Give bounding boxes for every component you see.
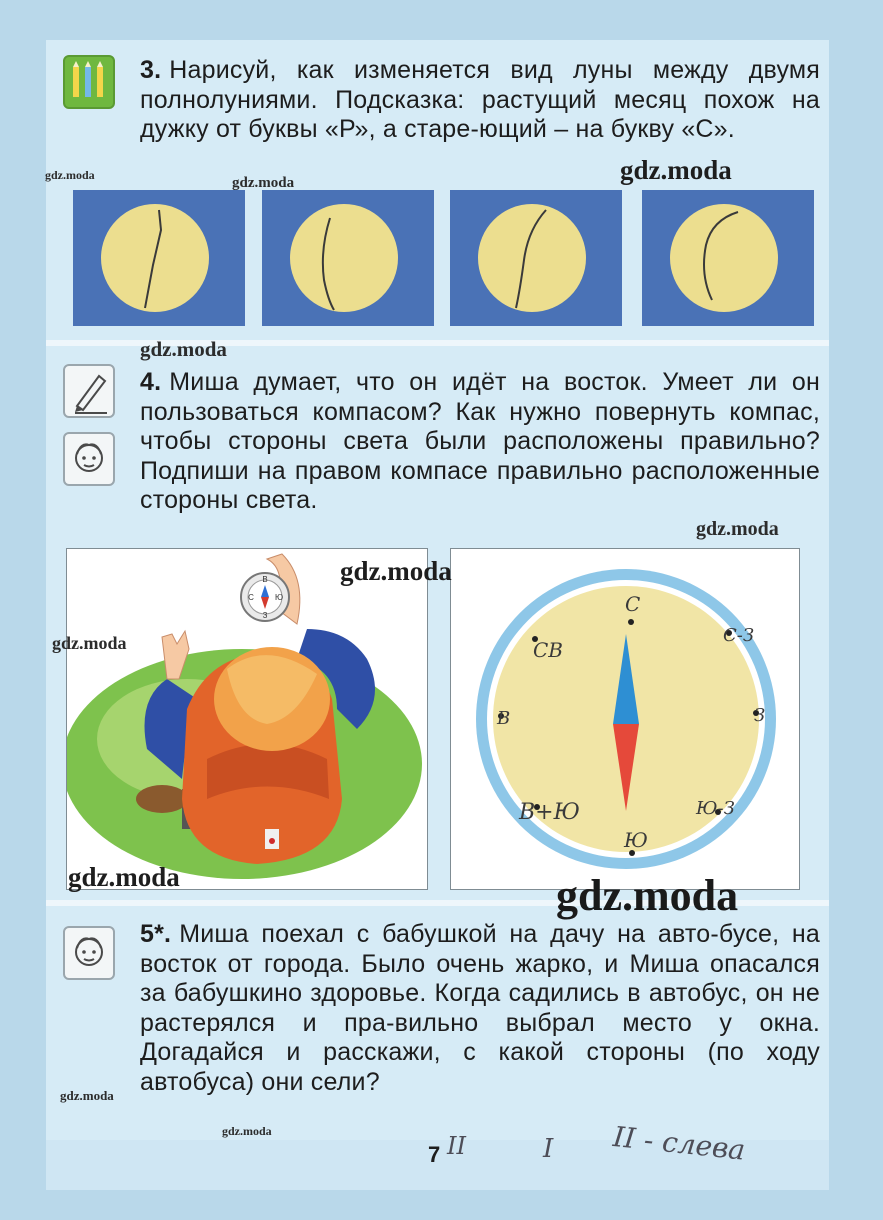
compass-label-bottom: Ю xyxy=(624,828,648,852)
compass-label-right: З xyxy=(754,705,766,726)
handwritten-answer: II - слева xyxy=(611,1120,747,1167)
watermark: gdz.moda xyxy=(696,518,779,540)
boy-with-compass-picture xyxy=(66,548,428,890)
handwritten-roman-two: II xyxy=(447,1132,466,1160)
compass-label-left: В xyxy=(497,708,511,729)
compass-face xyxy=(451,549,800,890)
compass-label-bottom-right: Ю-З xyxy=(696,798,735,819)
watermark: gdz.moda xyxy=(222,1124,272,1138)
page-number: 7 xyxy=(428,1142,441,1167)
boy-face-icon xyxy=(63,432,115,486)
compass-picture xyxy=(450,548,800,890)
small-compass-bottom-letter: З xyxy=(262,611,268,620)
moon-phase-panel xyxy=(73,190,245,326)
moon-phase-panel xyxy=(262,190,434,326)
task3-text: 3. Нарисуй, как изменяется вид луны между двумя полнолуниями. Подсказка: растущий месяц похож на дужку от буквы «Р», а старе-ющий – на букву «С». xyxy=(140,56,820,143)
task4-text: 4. Миша думает, что он идёт на восток. Умеет ли он пользоваться компасом? Как нужно повернуть компас, чтобы стороны света были расположены правильно? Подпиши на правом компасе правильно расположенные стороны света. xyxy=(140,368,820,514)
watermark: gdz.moda xyxy=(556,871,739,920)
compass-label-top-right: С-З xyxy=(723,625,755,646)
small-compass-left-letter: С xyxy=(248,593,254,602)
small-compass-top-letter: В xyxy=(262,575,268,584)
pencil-icon xyxy=(63,364,115,418)
moon-drawing xyxy=(290,204,398,312)
watermark: gdz.moda xyxy=(68,862,180,892)
watermark: gdz.moda xyxy=(52,633,127,653)
pencils-icon xyxy=(63,55,115,109)
watermark: gdz.moda xyxy=(60,1088,114,1103)
watermark: gdz.moda xyxy=(232,175,295,191)
compass-label-bottom-left: В+Ю xyxy=(519,800,580,825)
watermark: gdz.moda xyxy=(340,556,452,586)
boy-face-icon xyxy=(63,926,115,980)
compass-label-top: С xyxy=(625,592,641,616)
watermark: gdz.moda xyxy=(45,168,95,182)
watermark: gdz.moda xyxy=(140,337,227,361)
moon-phase-panel xyxy=(642,190,814,326)
moon-phase-panel xyxy=(450,190,622,326)
compass-label-top-left: СВ xyxy=(533,638,563,662)
handwritten-roman-one: I xyxy=(543,1134,554,1164)
small-compass-right-letter: Ю xyxy=(274,593,284,602)
task5-text: 5*. Миша поехал с бабушкой на дачу на авто-бусе, на восток от города. Было очень жарко, и Миша опасался за бабушкино здоровье. Когда садились в автобус, он не растерялся и пра-вильно выбрал место у окна. Догадайся и расскажи, с какой стороны (по ходу автобуса) они сели? xyxy=(140,920,820,1096)
moon-drawing xyxy=(478,204,586,312)
watermark: gdz.moda xyxy=(620,155,732,185)
moon-drawing xyxy=(670,204,778,312)
